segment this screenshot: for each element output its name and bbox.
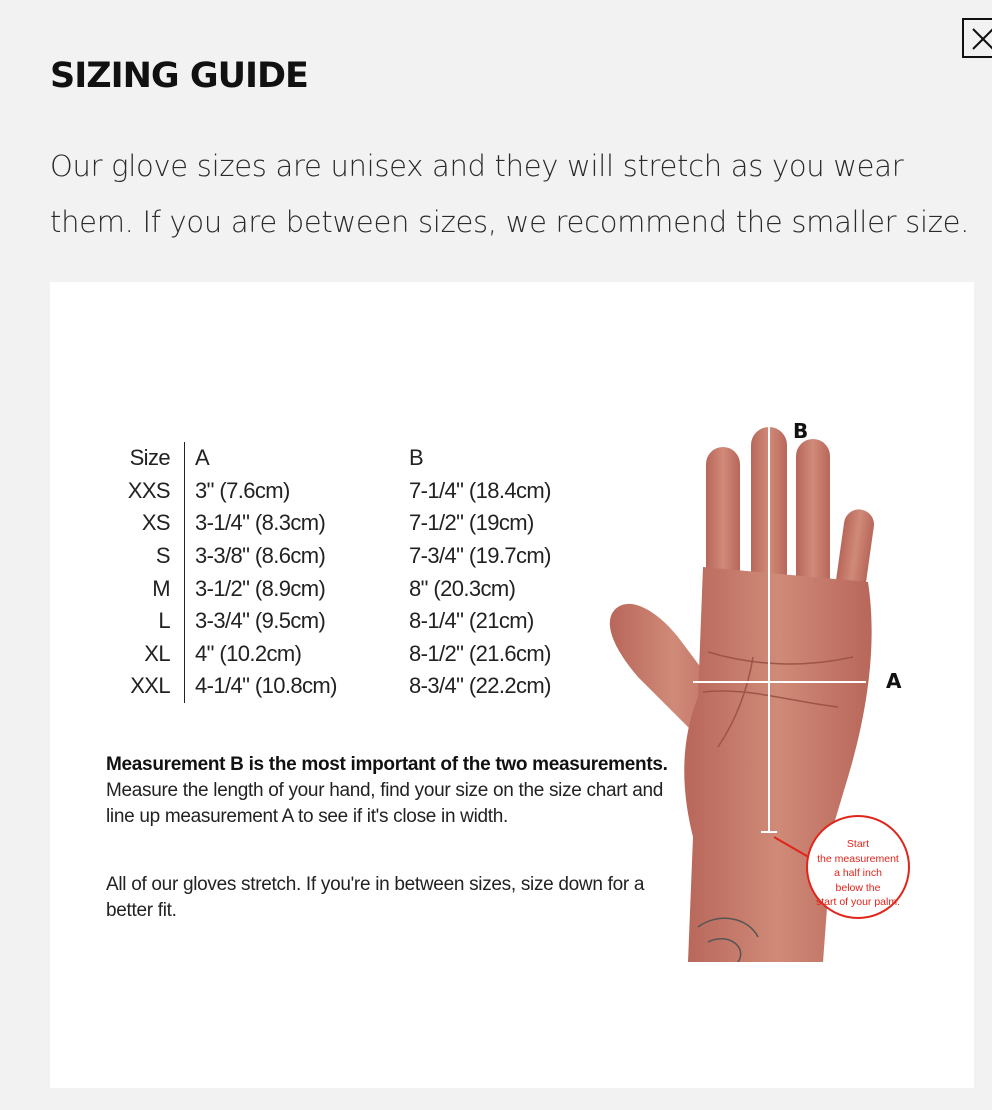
- b-cell: 8-3/4" (22.2cm): [409, 673, 551, 699]
- label-a: A: [886, 669, 902, 693]
- a-cell: 3" (7.6cm): [195, 477, 290, 503]
- b-cell: 7-1/2" (19cm): [409, 510, 534, 536]
- sizing-chart-image: [50, 282, 974, 1088]
- hand-diagram: [598, 417, 974, 962]
- header-size: Size: [108, 442, 185, 475]
- size-cell: M: [108, 572, 185, 605]
- header-b: B: [409, 445, 424, 471]
- table-row: [108, 638, 609, 671]
- hand-illustration: [598, 417, 974, 962]
- stretch-note: All of our gloves stretch. If you're in between sizes, size down for a better fit.: [106, 874, 645, 921]
- size-table: [108, 442, 610, 703]
- b-cell: 7-1/4" (18.4cm): [409, 477, 551, 503]
- measurement-note-bold: Measurement B is the most important of the two measurements.: [106, 754, 668, 775]
- close-button[interactable]: [962, 18, 992, 58]
- close-icon: [968, 24, 992, 54]
- a-cell: 3-3/4" (9.5cm): [195, 608, 326, 634]
- table-row: [108, 540, 609, 573]
- size-cell: S: [108, 540, 185, 573]
- b-cell: 8-1/2" (21.6cm): [409, 640, 551, 666]
- a-cell: 4" (10.2cm): [195, 640, 302, 666]
- table-row: [108, 605, 609, 638]
- callout-line: the measurement: [817, 852, 899, 865]
- modal-title: SIZING GUIDE: [50, 56, 308, 96]
- measurement-callout: [806, 815, 910, 919]
- a-cell: 4-1/4" (10.8cm): [195, 673, 337, 699]
- size-cell: XS: [108, 507, 185, 540]
- size-table-header: [108, 442, 609, 475]
- table-row: [108, 475, 609, 508]
- b-cell: 7-3/4" (19.7cm): [409, 543, 551, 569]
- header-a: A: [195, 445, 210, 471]
- size-cell: XL: [108, 638, 185, 671]
- a-cell: 3-1/2" (8.9cm): [195, 575, 326, 601]
- intro-text: Our glove sizes are unisex and they will stretch as you wear them. If you are between sizes, we recommend the smaller size.: [50, 149, 970, 239]
- size-cell: XXL: [108, 670, 185, 703]
- table-row: [108, 507, 609, 540]
- size-cell: XXS: [108, 475, 185, 508]
- callout-line: start of your palm.: [815, 896, 901, 908]
- callout-line: below the: [835, 881, 881, 894]
- a-cell: 3-1/4" (8.3cm): [195, 510, 326, 536]
- table-row: [108, 572, 609, 605]
- label-b: B: [793, 419, 809, 443]
- b-cell: 8-1/4" (21cm): [409, 608, 534, 634]
- table-row: [108, 670, 609, 703]
- measurement-note-text: Measure the length of your hand, find your size on the size chart and line up measurement A to see if it's close in width.: [106, 780, 664, 827]
- size-cell: L: [108, 605, 185, 638]
- a-cell: 3-3/8" (8.6cm): [195, 543, 326, 569]
- callout-line: a half inch: [834, 867, 882, 879]
- b-cell: 8" (20.3cm): [409, 575, 516, 601]
- callout-line: Start: [846, 838, 870, 850]
